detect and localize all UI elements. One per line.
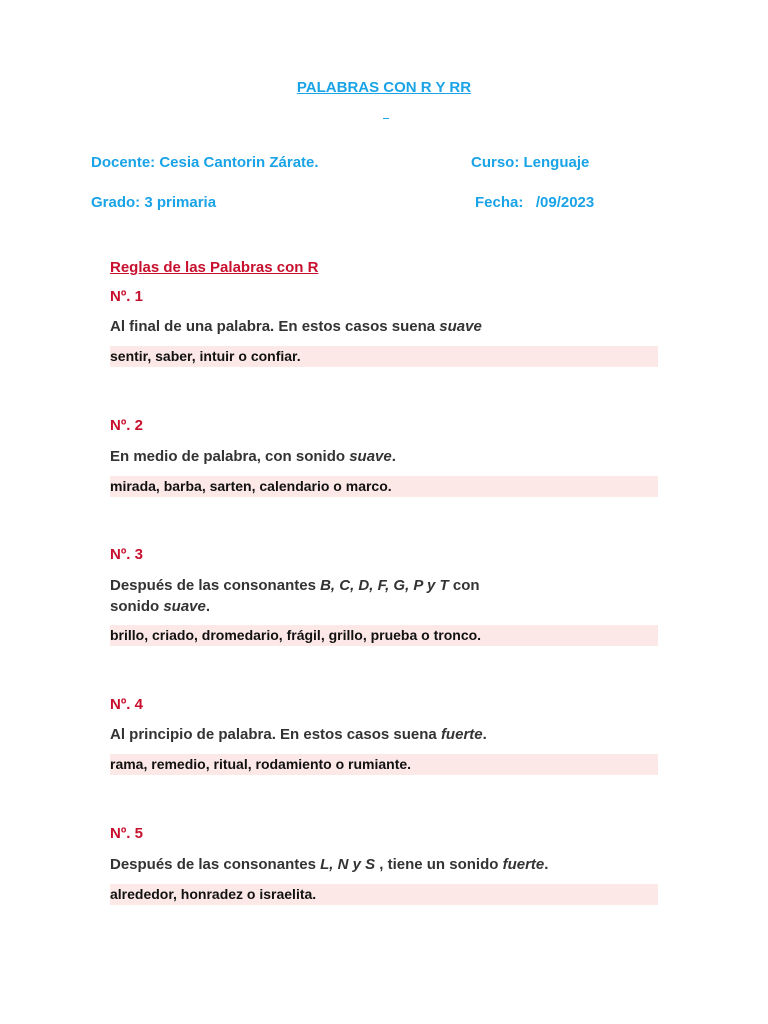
rule-example: rama, remedio, ritual, rodamiento o rumiante. (110, 754, 658, 775)
rule-description: Después de las consonantes B, C, D, F, G, P y T con sonido suave. (110, 577, 480, 615)
rule-example: brillo, criado, dromedario, frágil, grillo, prueba o tronco. (110, 625, 658, 646)
title-dash (383, 118, 389, 119)
rule-description: Al final de una palabra. En estos casos suena suave (110, 318, 482, 335)
rule-number: Nº. 4 (110, 696, 143, 713)
rule-number: Nº. 2 (110, 417, 143, 434)
docente-label: Docente: Cesia Cantorin Zárate. (91, 154, 319, 171)
rule-example: mirada, barba, sarten, calendario o marco. (110, 476, 658, 497)
grado-label: Grado: 3 primaria (91, 194, 217, 211)
rule-description: Al principio de palabra. En estos casos suena fuerte. (110, 726, 487, 743)
rule-number: Nº. 1 (110, 288, 143, 305)
rule-description: Después de las consonantes L, N y S , tiene un sonido fuerte. (110, 856, 549, 873)
document-title: PALABRAS CON R Y RR (296, 79, 472, 96)
fecha-label: Fecha: /09/2023 (475, 194, 595, 211)
curso-label: Curso: Lenguaje (471, 154, 590, 171)
rules-heading: Reglas de las Palabras con R (110, 259, 319, 276)
rule-example: alrededor, honradez o israelita. (110, 884, 658, 905)
rule-number: Nº. 5 (110, 825, 143, 842)
rule-number: Nº. 3 (110, 546, 143, 563)
rule-example: sentir, saber, intuir o confiar. (110, 346, 658, 367)
rule-description: En medio de palabra, con sonido suave. (110, 448, 396, 465)
